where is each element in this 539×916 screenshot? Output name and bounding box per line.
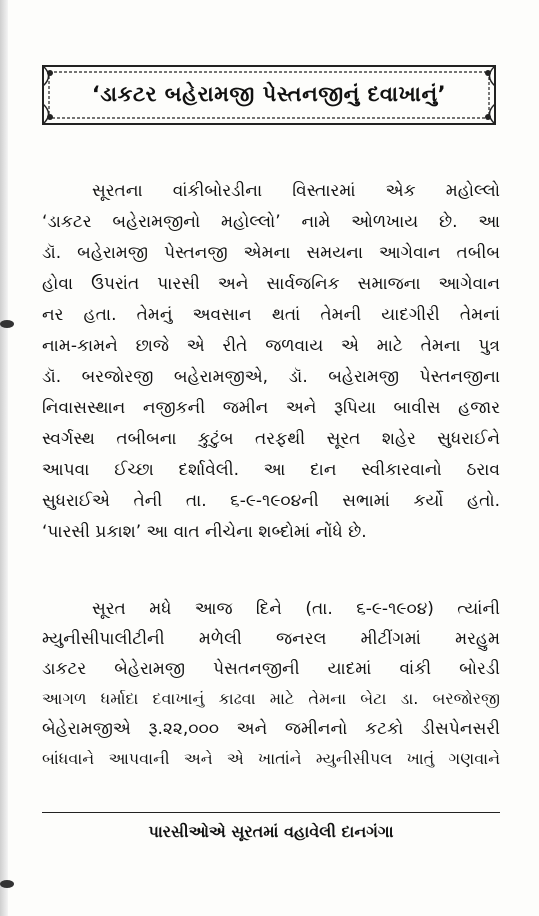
paragraph-line: ડાકટર બેહેરામજી પેસતનજીની યાદમાં વાંકી બોરડી: [42, 659, 500, 679]
paragraph-line: આગળ ધર્માદા દવાખાનું કાઢવા માટે તેમના બેટા ડા. બરજોરજી: [42, 689, 500, 708]
paragraph-2: [42, 594, 500, 774]
paragraph-line: નિવાસસ્થાન નજીકની જમીન અને રૂપિયા બાવીસ હજાર: [42, 398, 500, 418]
paragraph-1: [42, 176, 500, 548]
binding-mark-bottom: [0, 880, 14, 888]
paragraph-line: સૂરત મધે આજ દિને (તા. ૬-૯-૧૯૦૪) ત્યાંની: [92, 599, 500, 619]
paragraph-line: સૂરતના વાંકીબોરડીના વિસ્તારમાં એક મહોલ્લો: [92, 181, 500, 201]
paragraph-line: ‘ડાકટર બહેરામજીનો મહોલ્લો’ નામે ઓળખાય છે. આ: [42, 212, 500, 232]
paragraph-line: નર હતા. તેમનું અવસાન થતાં તેમની યાદગીરી તેમનાં: [42, 305, 500, 325]
paragraph-line: ‘પારસી પ્રકાશ’ આ વાત નીચેના શબ્દોમાં નોંધે છે.: [42, 522, 367, 542]
paragraph-line: સ્વર્ગસ્થ તબીબના કુટુંબ તરફથી સૂરત શહેર સુધરાઈને: [42, 429, 500, 449]
paragraph-line: નામ-કામને છાજે એ રીતે જળવાય એ માટે તેમના પુત્ર: [42, 336, 500, 356]
paragraph-line: બાંધવાને આપવાની અને એ ખાતાંને મ્યુનીસીપલ ખાતું ગણવાને: [42, 749, 500, 768]
page-binding-edge: [0, 0, 8, 916]
paragraph-line: આપવા ઈચ્છા દર્શાવેલી. આ દાન સ્વીકારવાનો ઠરાવ: [42, 460, 500, 480]
paragraph-line: હોવા ઉપરાંત પારસી અને સાર્વજનિક સમાજના આગેવાન: [42, 274, 500, 294]
paragraph-line: મ્યુનીસીપાલીટીની મળેલી જનરલ મીટીંગમાં મરહુમ: [42, 629, 500, 649]
paragraph-line: ડૉ. બહેરામજી પેસ્તનજી એમના સમયના આગેવાન તબીબ: [42, 243, 500, 263]
running-footer: પારસીઓએ સૂરતમાં વહાવેલી દાનગંગા: [148, 822, 394, 841]
title-frame: [40, 62, 498, 128]
paragraph-line: બેહેરામજીએ રૂ.૨૨,૦૦૦ અને જમીનનો કટકો ડીસપેનસરી: [42, 719, 500, 739]
binding-mark-top: [0, 320, 14, 328]
footer-divider: [42, 812, 500, 813]
paragraph-line: ડૉ. બરજોરજી બહેરામજીએ, ડૉ. બહેરામજી પેસ્તનજીના: [42, 367, 500, 387]
paragraph-line: સુધરાઈએ તેની તા. ૬-૯-૧૯૦૪ની સભામાં કર્યો હતો.: [42, 491, 500, 511]
page-title: ‘ડાકટર બહેરામજી પેસ્તનજીનું દવાખાનું’: [91, 82, 447, 106]
